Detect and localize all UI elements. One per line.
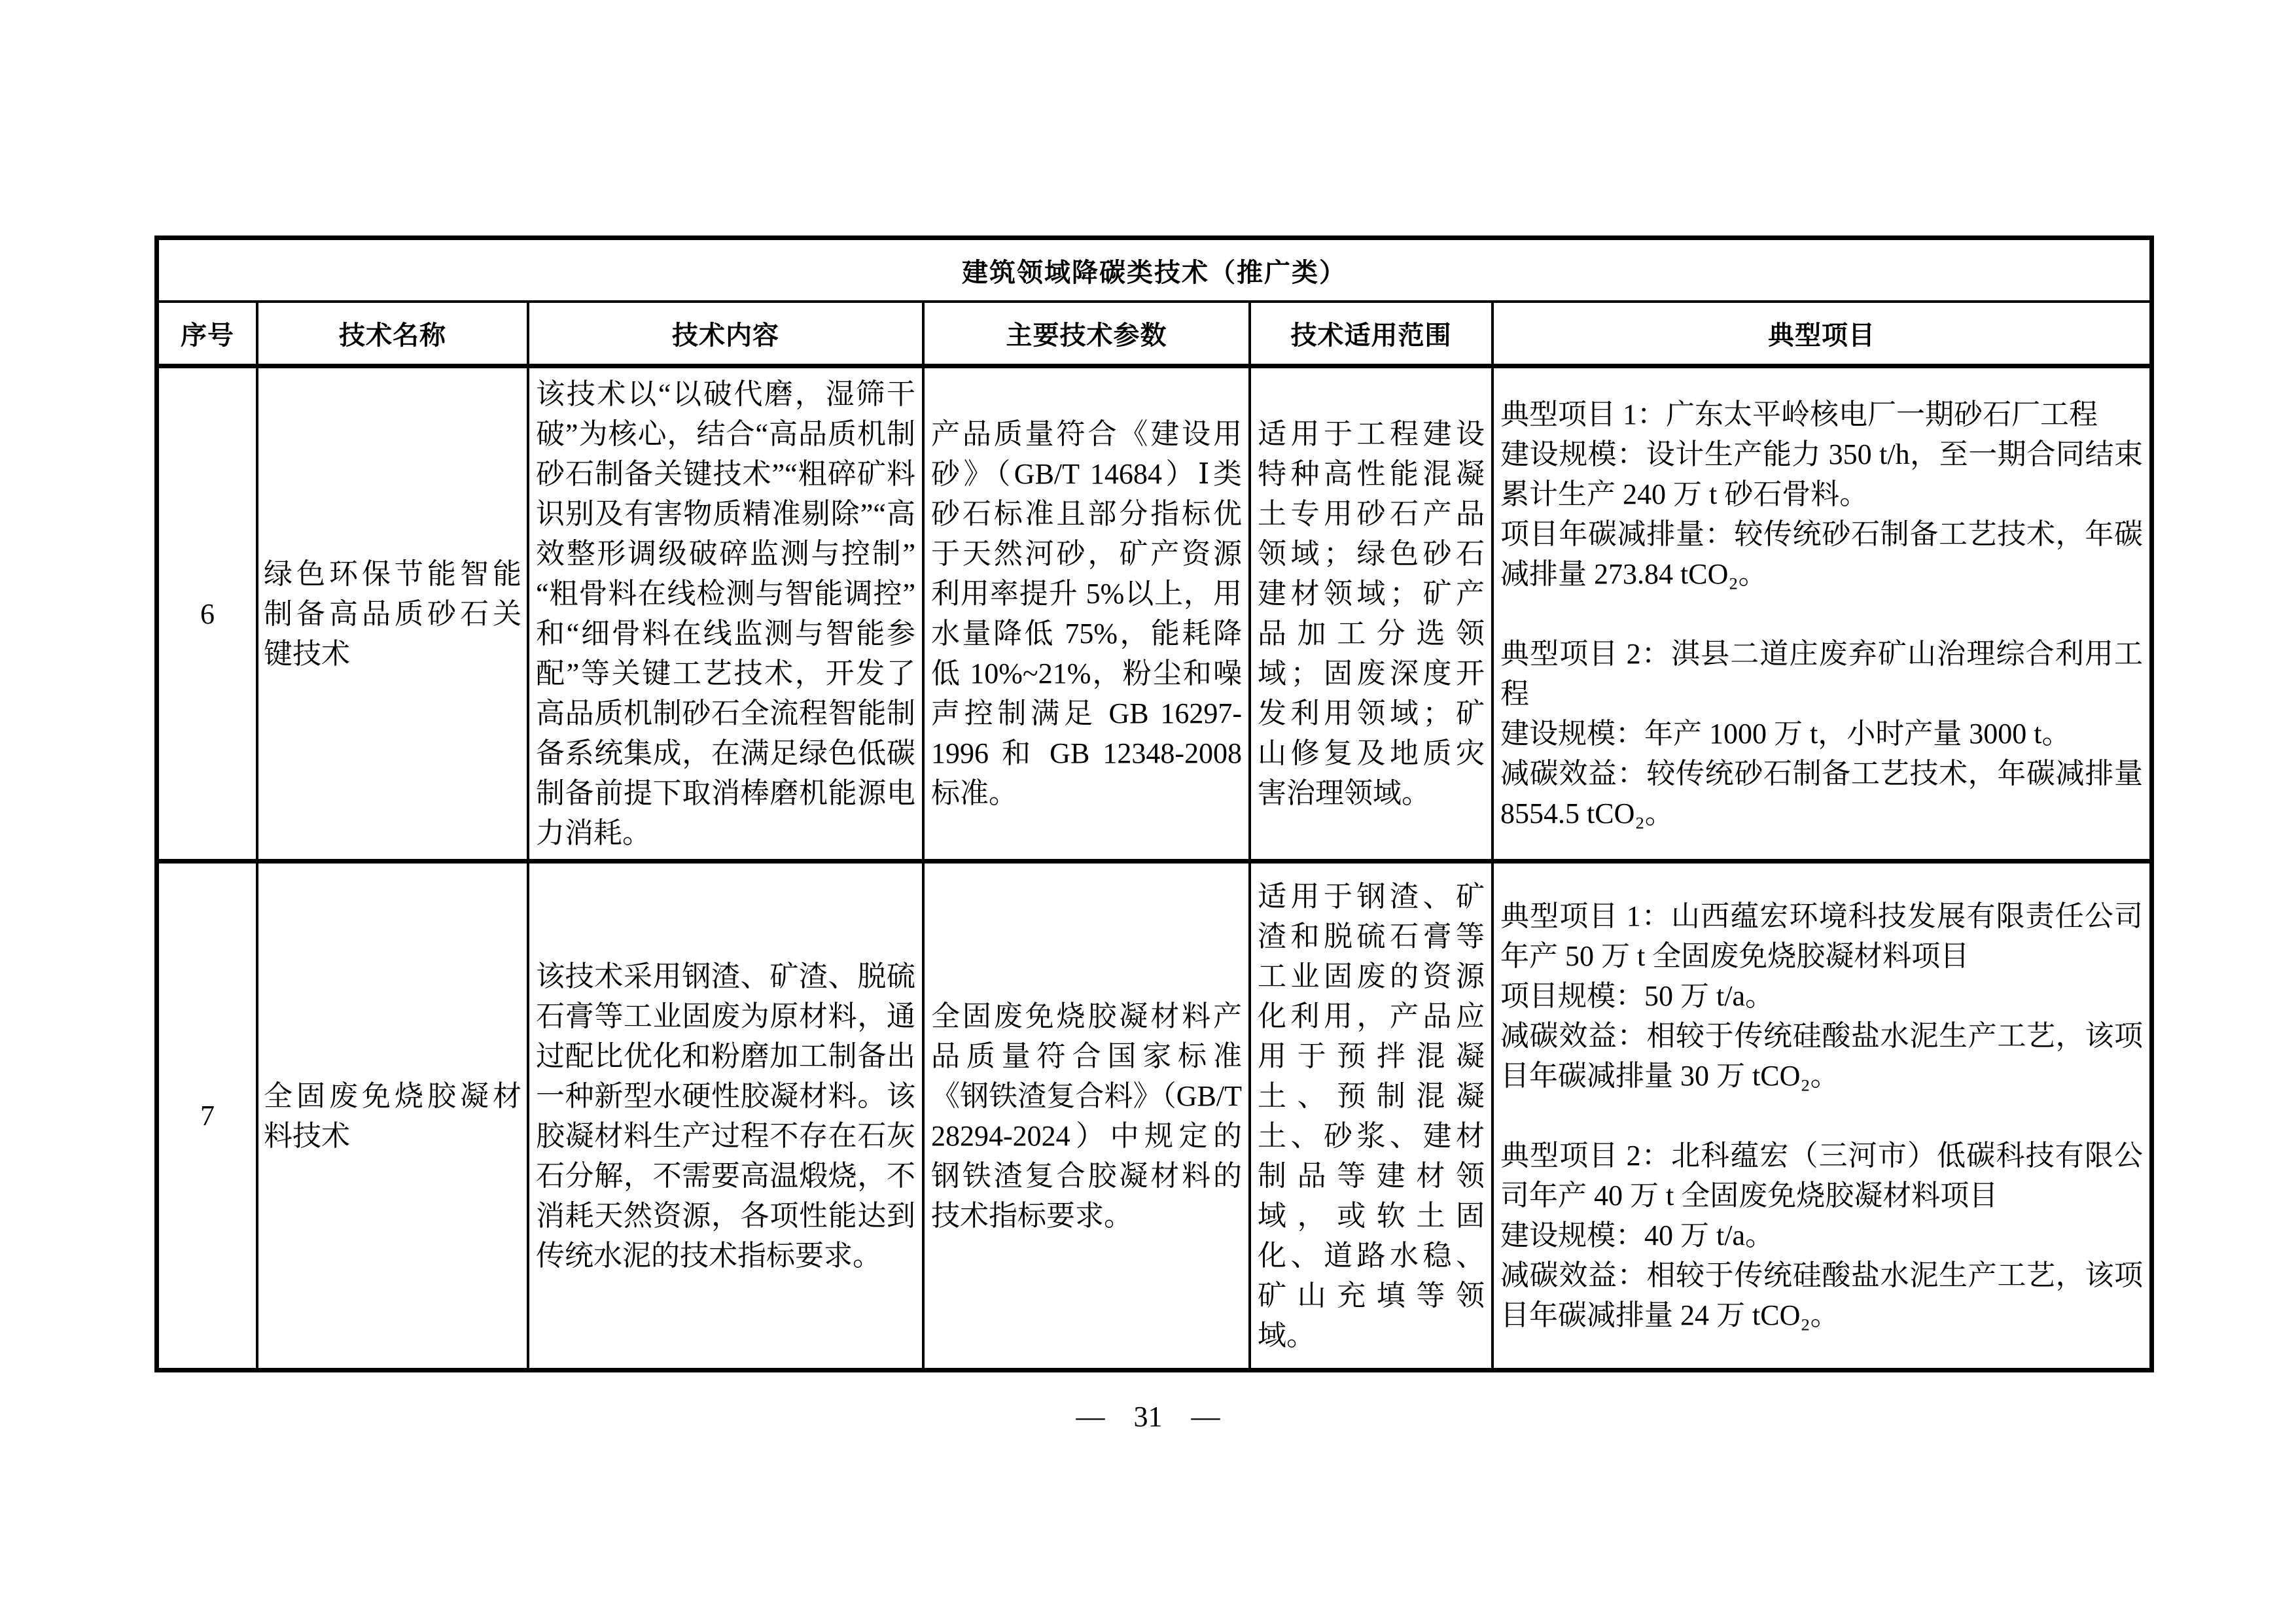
project-line: 建设规模：设计生产能力 350 t/h，至一期合同结束累计生产 240 万 t 砂石骨料。 [1500, 438, 2143, 510]
row6-project-2 [1500, 634, 2143, 833]
column-header-params: 主要技术参数 [925, 303, 1251, 364]
cell-row7-scope [1251, 864, 1494, 1368]
project-line: 典型项目 1：广东太平岭核电厂一期砂石厂工程 [1500, 398, 2098, 430]
row7-scope: 适用于钢渣、矿渣和脱硫石膏等工业固废的资源化利用，产品应用于预拌混凝土、预制混凝土、砂浆、建材制品等建材领域，或软土固化、道路水稳、矿山充填等领域。 [1258, 880, 1485, 1352]
cell-row7-name [258, 864, 529, 1368]
cell-row7-content [529, 864, 925, 1368]
table-title: 建筑领域降碳类技术（推广类） [159, 240, 2149, 303]
footer-dash-right: — [1191, 1401, 1220, 1433]
technology-table [154, 236, 2154, 1372]
row7-params: 全固废免烧胶凝材料产品质量符合国家标准《钢铁渣复合料》（GB/T 28294-2024）中规定的钢铁渣复合胶凝材料的技术指标要求。 [931, 1000, 1242, 1232]
row6-scope: 适用于工程建设特种高性能混凝土专用砂石产品领域；绿色砂石建材领域；矿产品加工分选领域；固废深度开发利用领域；矿山修复及地质灾害治理领域。 [1258, 418, 1485, 809]
project-line: 建设规模：40 万 t/a。 [1500, 1219, 1774, 1251]
column-header-scope: 技术适用范围 [1251, 303, 1494, 364]
project-line: 典型项目 1：山西蕴宏环境科技发展有限责任公司年产 50 万 t 全固废免烧胶凝材料项目 [1500, 900, 2143, 972]
cell-row7-params [925, 864, 1251, 1368]
cell-row6-content [529, 368, 925, 859]
project-line: 建设规模：年产 1000 万 t，小时产量 3000 t。 [1500, 717, 2071, 750]
table-row-7 [159, 864, 2149, 1368]
project-line: 典型项目 2：淇县二道庄废弃矿山治理综合利用工程 [1500, 637, 2143, 710]
column-header-index: 序号 [159, 303, 258, 364]
row6-project-1 [1500, 394, 2143, 594]
row7-name: 全固废免烧胶凝材料技术 [264, 1079, 521, 1152]
project-line: 减碳效益：相较于传统硅酸盐水泥生产工艺，该项目年碳减排量 24 万 tCO₂。 [1500, 1259, 2143, 1331]
row6-params: 产品质量符合《建设用砂》（GB/T 14684）Ⅰ类砂石标准且部分指标优于天然河砂，矿产资源利用率提升 5%以上，用水量降低 75%，能耗降低 10%~21%，粉尘和噪声控制满足 GB 16297-1996 和 GB 12348-2008 标准。 [931, 418, 1242, 809]
cell-row7-projects [1494, 864, 2149, 1368]
column-header-projects: 典型项目 [1768, 321, 1875, 350]
cell-row7-index [159, 864, 258, 1368]
row7-index: 7 [200, 1100, 215, 1132]
cell-row6-projects [1494, 368, 2149, 859]
project-line: 典型项目 2：北科蕴宏（三河市）低碳科技有限公司年产 40 万 t 全固废免烧胶凝材料项目 [1500, 1140, 2143, 1212]
cell-row6-index [159, 368, 258, 859]
table-row-6 [159, 368, 2149, 864]
project-line: 项目年碳减排量：较传统砂石制备工艺技术，年碳减排量 273.84 tCO₂。 [1500, 517, 2143, 590]
row6-content: 该技术以“以破代磨，湿筛干破”为核心，结合“高品质机制砂石制备关键技术”“粗碎矿料识别及有害物质精准剔除”“高效整形调级破碎监测与控制”“粗骨料在线检测与智能调控”和“细骨料在线监测与智能参配”等关键工艺技术，开发了高品质机制砂石全流程智能制备系统集成，在满足绿色低碳制备前提下取消棒磨机能源电力消耗。 [536, 378, 915, 849]
row7-content: 该技术采用钢渣、矿渣、脱硫石膏等工业固废为原材料，通过配比优化和粉磨加工制备出一种新型水硬性胶凝材料。该胶凝材料生产过程不存在石灰石分解，不需要高温煅烧，不消耗天然资源，各项性能达到传统水泥的技术指标要求。 [536, 960, 915, 1272]
project-line: 项目规模：50 万 t/a。 [1500, 980, 1774, 1012]
footer-dash-left: — [1076, 1401, 1105, 1433]
cell-row6-scope [1251, 368, 1494, 859]
project-line: 减碳效益：相较于传统硅酸盐水泥生产工艺，该项目年碳减排量 30 万 tCO₂。 [1500, 1020, 2143, 1092]
page-number: 31 [1133, 1401, 1163, 1433]
row6-index: 6 [200, 597, 215, 630]
column-header-content: 技术内容 [529, 303, 925, 364]
table-header-row [159, 303, 2149, 368]
row7-project-1 [1500, 896, 2143, 1096]
page-footer [0, 1400, 2296, 1433]
cell-row6-name [258, 368, 529, 859]
project-line: 减碳效益：较传统砂石制备工艺技术，年碳减排量 8554.5 tCO₂。 [1500, 757, 2143, 829]
cell-row6-params [925, 368, 1251, 859]
row7-project-2 [1500, 1136, 2143, 1335]
row6-name: 绿色环保节能智能制备高品质砂石关键技术 [264, 557, 521, 670]
column-header-name: 技术名称 [258, 303, 529, 364]
